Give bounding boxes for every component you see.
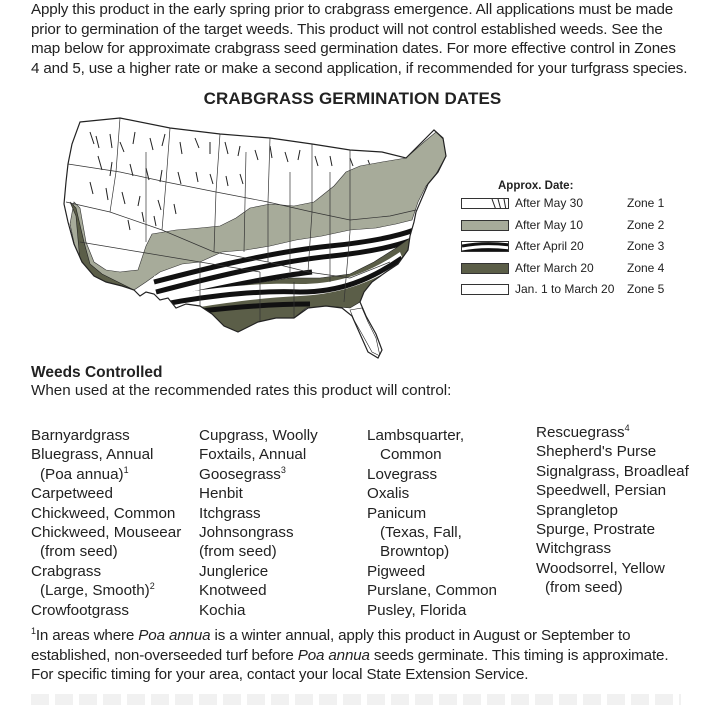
weed-item: Panicum (367, 504, 427, 522)
weed-item-text: (Large, Smooth) (40, 582, 150, 600)
legend-heading: Approx. Date: (498, 180, 574, 192)
weed-item: Cupgrass, Woolly (199, 427, 318, 444)
weed-item: Junglerice (199, 562, 269, 580)
weed-item: Foxtails, Annual (199, 446, 307, 464)
weed-item: Knotweed (199, 582, 267, 600)
legend-zone: Zone 5 (627, 282, 665, 296)
footnote-text: established, non-overseeded turf before (31, 646, 298, 664)
zone-3-swatch (461, 241, 509, 252)
zone-4-swatch (461, 263, 509, 274)
weed-item: Crabgrass (31, 562, 102, 580)
weed-item: Oxalis (367, 485, 410, 503)
footnote-ref: 3 (280, 464, 286, 475)
weed-item: Common (380, 446, 442, 464)
legend-row-zone-2 (461, 217, 701, 239)
legend-zone: Zone 2 (627, 217, 665, 232)
cut-off-text-row (31, 694, 681, 705)
map-title: CRABGRASS GERMINATION DATES (203, 89, 502, 108)
weed-item-text: (Poa annua) (40, 465, 124, 483)
weeds-intro: When used at the recommended rates this product will control: (31, 382, 452, 399)
intro-line: Apply this product in the early spring prior to crabgrass emergence. All applications must be made (31, 1, 674, 18)
weeds-column-4 (536, 423, 689, 598)
weed-item: Barnyardgrass (31, 427, 130, 444)
footnote-line (31, 646, 691, 666)
weed-item (199, 465, 318, 484)
legend-row-zone-3 (461, 238, 701, 260)
intro-line: prior to germination of the target weeds. This product will not control established weeds. See the (31, 20, 663, 38)
weed-item: Sprangletop (536, 501, 618, 519)
legend-row-zone-4 (461, 260, 701, 282)
weed-item-text: Rescuegrass (536, 424, 625, 441)
weed-item: Shepherd's Purse (536, 443, 657, 461)
weed-item: Lambsquarter, (367, 427, 465, 444)
weed-item: Browntop) (380, 543, 450, 561)
footnote-ref: 2 (149, 581, 155, 592)
footnote-text: In areas where (35, 627, 139, 644)
weed-item (31, 581, 181, 600)
us-map-graphic (50, 112, 460, 362)
legend-row-zone-1 (461, 195, 701, 217)
footnote-text: is a winter annual, apply this product in August or September to (210, 627, 631, 644)
footnote-ref: 1 (123, 464, 129, 475)
zone-5-swatch (461, 284, 509, 295)
footnote-text: seeds germinate. This timing is approximate. (369, 646, 669, 664)
weeds-column-3 (367, 426, 497, 620)
weed-item: Witchgrass (536, 540, 612, 558)
weed-item: Purslane, Common (367, 582, 497, 600)
footnote (31, 626, 691, 685)
legend-date: After April 20 (515, 239, 584, 253)
weed-item: Pusley, Florida (367, 601, 467, 619)
map-legend (461, 180, 701, 303)
footnote-italic: Poa annua (138, 627, 211, 644)
weed-item: Crowfootgrass (31, 601, 129, 619)
legend-zone: Zone 3 (627, 239, 665, 253)
footnote-marker: 1 (31, 625, 36, 636)
weed-item: Itchgrass (199, 504, 261, 522)
legend-date: After March 20 (515, 260, 594, 275)
weed-item: (from seed) (545, 579, 623, 597)
legend-date: After May 10 (515, 217, 584, 232)
weed-item: Lovegrass (367, 465, 438, 483)
footnote-line (31, 626, 691, 646)
intro-line: map below for approximate crabgrass seed germination dates. For more effective control in Zones (31, 40, 676, 57)
weeds-heading: Weeds Controlled (31, 364, 163, 381)
intro-paragraph (31, 0, 691, 78)
weed-item: (from seed) (40, 543, 118, 561)
weed-item: (Texas, Fall, (380, 524, 462, 542)
weeds-column-2 (199, 426, 318, 620)
footnote-ref: 4 (624, 422, 630, 433)
zone-2-swatch (461, 220, 509, 231)
legend-date: Jan. 1 to March 20 (515, 282, 615, 296)
weed-item: Henbit (199, 485, 243, 503)
zone-1-swatch (461, 198, 509, 209)
weed-item (31, 465, 181, 484)
legend-zone: Zone 1 (627, 196, 665, 210)
weed-item: Johnsongrass (199, 524, 294, 542)
weeds-column-1 (31, 426, 181, 620)
weed-item: Bluegrass, Annual (31, 446, 154, 464)
weed-item: Speedwell, Persian (536, 482, 667, 500)
us-zone-map (50, 112, 460, 367)
weed-item (536, 423, 689, 442)
legend-row-zone-5 (461, 281, 701, 303)
weed-item: Spurge, Prostrate (536, 521, 656, 539)
weed-item: Kochia (199, 601, 246, 619)
legend-date: After May 30 (515, 196, 584, 210)
footnote-line: For specific timing for your area, contact your local State Extension Service. (31, 666, 529, 683)
weed-item: Chickweed, Common (31, 504, 176, 522)
weed-item-text: Goosegrass (199, 465, 281, 483)
footnote-italic: Poa annua (297, 646, 370, 664)
weed-item: Woodsorrel, Yellow (536, 559, 665, 577)
legend-zone: Zone 4 (627, 260, 665, 275)
weed-item: (from seed) (199, 543, 277, 561)
weed-item: Signalgrass, Broadleaf (536, 462, 689, 480)
weed-item: Carpetweed (31, 485, 113, 503)
weed-item: Pigweed (367, 562, 426, 580)
weed-item: Chickweed, Mouseear (31, 524, 182, 542)
intro-line: 4 and 5, use a higher rate or make a second application, if recommended for your turfgrass species. (31, 59, 688, 77)
